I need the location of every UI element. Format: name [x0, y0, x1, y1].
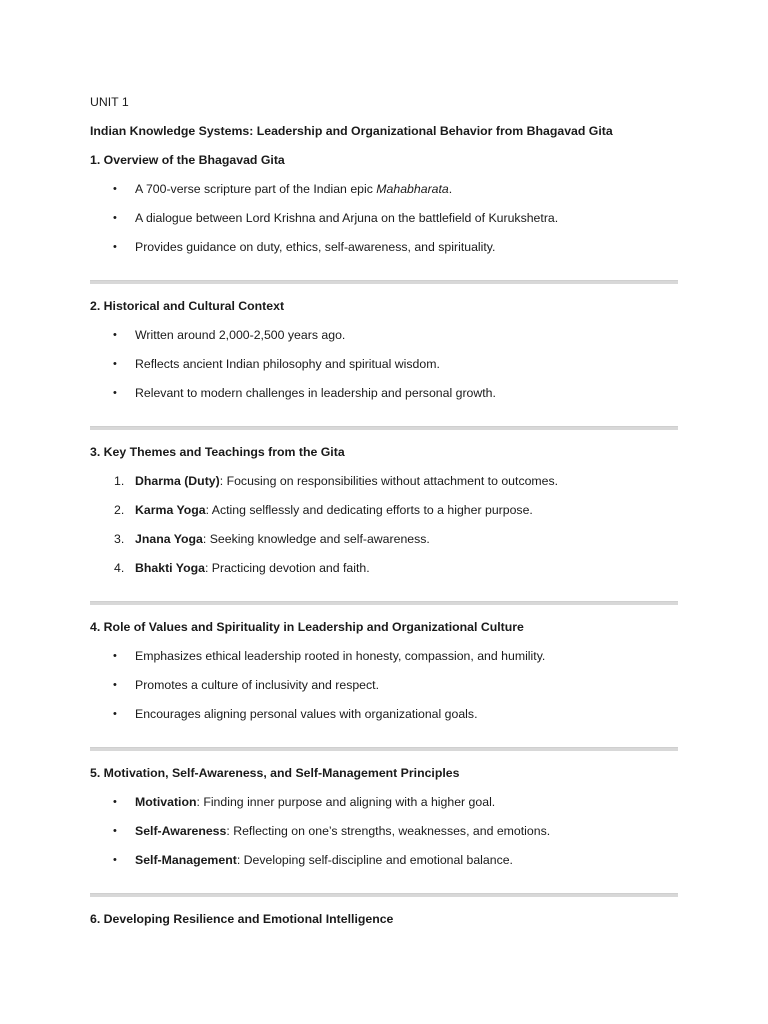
item-italic-text: Mahabharata	[376, 182, 449, 196]
item-text: Written around 2,000-2,500 years ago.	[135, 328, 346, 342]
list-item	[90, 647, 678, 665]
list-item	[90, 676, 678, 694]
section-heading: 3. Key Themes and Teachings from the Gita	[90, 445, 345, 459]
list-item	[90, 851, 678, 869]
item-text: : Acting selflessly and dedicating efforts to a higher purpose.	[205, 503, 533, 517]
sections-container	[90, 151, 678, 928]
item-term: Dharma (Duty)	[135, 474, 220, 488]
list-item-text	[135, 355, 440, 373]
list-item-text	[135, 501, 533, 519]
item-term: Karma Yoga	[135, 503, 206, 517]
bullet-marker: •	[113, 825, 117, 837]
bullet-marker: •	[113, 854, 117, 866]
item-text: : Seeking knowledge and self-awareness.	[202, 532, 430, 546]
list-item	[90, 501, 678, 519]
list-item-text	[135, 676, 379, 694]
number-marker: 4.	[114, 561, 125, 575]
list-item-text	[135, 384, 496, 402]
list-item	[90, 793, 678, 811]
bullet-marker: •	[113, 183, 117, 195]
section-heading: 4. Role of Values and Spirituality in Leadership and Organizational Culture	[90, 620, 524, 634]
section-heading: 2. Historical and Cultural Context	[90, 299, 285, 313]
bullet-marker: •	[113, 679, 117, 691]
list-item-text	[135, 180, 452, 198]
item-text: Promotes a culture of inclusivity and respect.	[135, 678, 379, 692]
list-item-text	[135, 705, 477, 723]
list-item-text	[135, 822, 550, 840]
item-text: Provides guidance on duty, ethics, self-awareness, and spirituality.	[135, 240, 496, 254]
document-title: Indian Knowledge Systems: Leadership and Organizational Behavior from Bhagavad Gita	[90, 124, 613, 138]
list-item-text	[135, 530, 430, 548]
number-marker: 1.	[114, 474, 125, 488]
item-text: : Practicing devotion and faith.	[204, 561, 370, 575]
list-item	[90, 209, 678, 227]
item-term: Motivation	[135, 795, 197, 809]
list-item	[90, 559, 678, 577]
item-text: : Finding inner purpose and aligning with a higher goal.	[196, 795, 496, 809]
list-item	[90, 238, 678, 256]
bullet-marker: •	[113, 212, 117, 224]
list-item-text	[135, 238, 495, 256]
list-item	[90, 355, 678, 373]
list-item	[90, 705, 678, 723]
item-text: Relevant to modern challenges in leadership and personal growth.	[135, 386, 496, 400]
bullet-marker: •	[113, 387, 117, 399]
item-text: A 700-verse scripture part of the Indian epic	[135, 182, 377, 196]
list-item	[90, 530, 678, 548]
section-heading: 5. Motivation, Self-Awareness, and Self-Management Principles	[90, 766, 460, 780]
list-item	[90, 822, 678, 840]
section-heading: 1. Overview of the Bhagavad Gita	[90, 153, 285, 167]
list-item-text	[135, 326, 345, 344]
bullet-marker: •	[113, 796, 117, 808]
list-item	[90, 384, 678, 402]
section-divider	[90, 426, 678, 430]
list-item	[90, 472, 678, 490]
item-term: Self-Awareness	[135, 824, 227, 838]
section-divider	[90, 747, 678, 751]
section-divider	[90, 280, 678, 284]
item-text: : Developing self-discipline and emotional balance.	[236, 853, 513, 867]
list-item	[90, 180, 678, 198]
item-text: A dialogue between Lord Krishna and Arjuna on the battlefield of Kurukshetra.	[135, 211, 559, 225]
section-divider	[90, 601, 678, 605]
item-text: Encourages aligning personal values with organizational goals.	[135, 707, 478, 721]
section-divider	[90, 893, 678, 897]
section-heading: 6. Developing Resilience and Emotional Intelligence	[90, 912, 394, 926]
document-page	[90, 93, 678, 939]
bullet-marker: •	[113, 358, 117, 370]
list-item-text	[135, 472, 558, 490]
item-term: Self-Management	[135, 853, 237, 867]
bullet-marker: •	[113, 650, 117, 662]
list-item	[90, 326, 678, 344]
item-text: : Reflecting on one’s strengths, weaknesses, and emotions.	[226, 824, 551, 838]
number-marker: 2.	[114, 503, 125, 517]
item-text: : Focusing on responsibilities without attachment to outcomes.	[219, 474, 559, 488]
list-item-text	[135, 851, 513, 869]
list-item-text	[135, 209, 558, 227]
item-text: Emphasizes ethical leadership rooted in honesty, compassion, and humility.	[135, 649, 546, 663]
bullet-marker: •	[113, 241, 117, 253]
bullet-marker: •	[113, 329, 117, 341]
item-term: Bhakti Yoga	[135, 561, 205, 575]
list-item-text	[135, 793, 495, 811]
unit-label: UNIT 1	[90, 95, 129, 109]
item-text: Reflects ancient Indian philosophy and spiritual wisdom.	[135, 357, 440, 371]
number-marker: 3.	[114, 532, 125, 546]
item-term: Jnana Yoga	[135, 532, 203, 546]
item-text: .	[448, 182, 453, 196]
list-item-text	[135, 559, 370, 577]
list-item-text	[135, 647, 545, 665]
bullet-marker: •	[113, 708, 117, 720]
